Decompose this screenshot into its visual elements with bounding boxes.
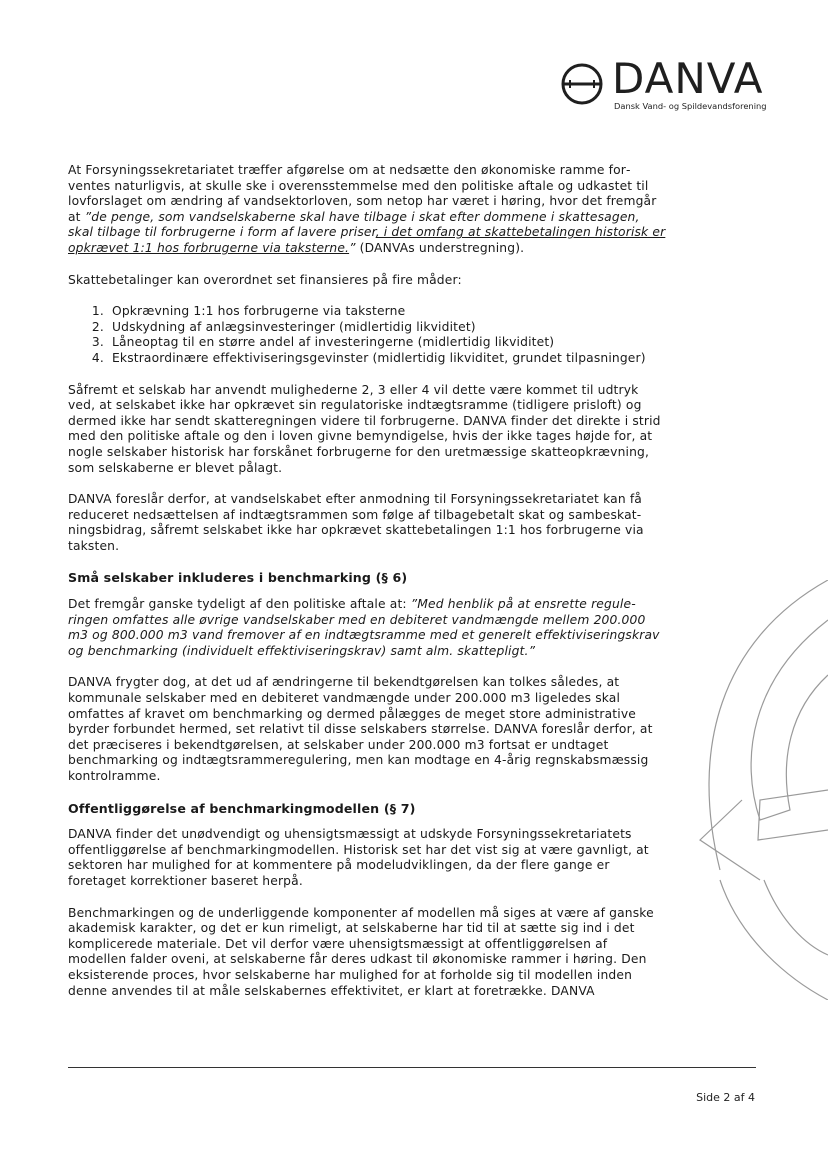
paragraph: Benchmarkingen og de underliggende komponenter af modellen må siges at være af ganske akademisk karakter, og det er kun rimeligt, at selskaberne har tid til at sætte sig ind i det komplicerede materiale. Det vil derfor være uhensigtsmæssigt at offentliggørelsen af modellen falder oveni, at selskaberne får deres udkast til økonomiske rammer i høring. Den eksisterende proces, hvor selskaberne har mulighed for at forholde sig til modellen inden denne anvendes til at måle selskabernes effektivitet, er klart at foretrække. DANVA bbox=[68, 905, 654, 998]
quote: ”de penge, som vandselskaberne skal have tilbage i skat efter dommene i skattesagen, skal tilbage til forbrugerne i form af lavere priser bbox=[68, 209, 640, 240]
paragraph: DANVA finder det unødvendigt og uhensigtsmæssigt at udskyde Forsyningssekretariatets offentliggørelse af benchmarkingmodellen. Historisk set har det vist sig at være gavnligt, at sektoren har mulighed for at kommentere på modeludviklingen, da der flere gange er foretaget korrektioner baseret herpå. bbox=[68, 827, 649, 888]
list-item: 4. Ekstraordinære effektiviseringsgevinster (midlertidig likviditet, grundet tilpasninger) bbox=[108, 351, 668, 367]
underlined-quote: , i det omfang at skattebetalingen historisk er opkrævet 1:1 hos forbrugerne via taksterne. bbox=[68, 225, 666, 255]
paragraph-finance-intro: Skattebetalinger kan overordnet set finansieres på fire måder: bbox=[68, 272, 462, 287]
list-item: 3. Låneoptag til en større andel af investeringerne (midlertidig likviditet) bbox=[108, 335, 668, 351]
footer-divider bbox=[68, 1067, 756, 1068]
logo-wordmark: DANVA bbox=[612, 54, 764, 103]
danva-logo bbox=[560, 54, 767, 114]
paragraph-intro: At Forsyningssekretariatet træffer afgørelse om at nedsætte den økonomiske ramme forventes naturligvis, at skulle ske i overensstemmelse med den politiske aftale og udkastet til lovforslaget om ændring af vandsektorloven, som netop har været i høring, hvor det fremgår at ”de penge, som vandselskaberne skal have tilbage i skat efter dommene i skattesagen, skal tilbage til forbrugerne i form af lavere priser, i det omfang at skattebetalingen historisk er opkrævet 1:1 hos forbrugerne via taksterne.” (DANVAs understregning). bbox=[68, 163, 666, 255]
paragraph: Såfremt et selskab har anvendt mulighederne 2, 3 eller 4 vil dette være kommet til udtryk ved, at selskabet ikke har opkrævet sin regulatoriske indtægtsramme (tidligere prisloft) og dermed ikke har sendt skatteregningen videre til forbrugerne. DANVA finder det direkte i strid med den politiske aftale og den i loven givne bemyndigelse, hvis der ikke tages højde for, at nogle selskaber historisk har forskånet forbrugerne for den uretmæssige skatteopkrævning, som selskaberne er blevet pålagt. bbox=[68, 382, 661, 475]
list-item: 2. Udskydning af anlægsinvesteringer (midlertidig likviditet) bbox=[108, 320, 668, 336]
list-item: 1. Opkrævning 1:1 hos forbrugerne via taksterne bbox=[108, 304, 668, 320]
danva-logo-mark-icon bbox=[560, 62, 604, 106]
document-body bbox=[68, 163, 668, 1015]
paragraph: DANVA frygter dog, at det ud af ændringerne til bekendtgørelsen kan tolkes således, at kommunale selskaber med en debiteret vandmængde under 200.000 m3 ligeledes skal omfattes af kravet om benchmarking og dermed pålægges de meget store administrative byrder forbundet hermed, set relativt til disse selskabers størrelse. DANVA foreslår derfor, at det præciseres i bekendtgørelsen, at selskaber under 200.000 m3 fortsat er undtaget benchmarking og indtægtsrammeregulering, men kan modtage en 4-årig regnskabsmæssig kontrolramme. bbox=[68, 675, 653, 783]
logo-subtitle: Dansk Vand- og Spildevandsforening bbox=[614, 101, 767, 111]
quote: ”Med henblik på at ensrette reguleringen omfattes alle øvrige vandselskaber med en debiteret vandmængde mellem 200.000 m3 og 800.000 m3 vand fremover af en indtægtsramme med et generelt effektiviseringskrav og benchmarking (individuelt effektiviseringskrav) samt alm. skattepligt.” bbox=[68, 597, 660, 658]
paragraph: DANVA foreslår derfor, at vandselskabet efter anmodning til Forsyningssekretariatet kan få reduceret nedsættelsen af indtægtsrammen som følge af tilbagebetalt skat og sambeskatningsbidrag, såfremt selskabet ikke har opkrævet skattebetalingen 1:1 hos forbrugerne via taksten. bbox=[68, 492, 644, 553]
section-heading: Offentliggørelse af benchmarkingmodellen (§ 7) bbox=[68, 800, 416, 816]
decorative-watermark-icon bbox=[680, 580, 828, 1000]
section-heading: Små selskaber inkluderes i benchmarking (§ 6) bbox=[68, 570, 408, 586]
page-number: Side 2 af 4 bbox=[696, 1091, 755, 1104]
financing-list bbox=[68, 304, 668, 366]
paragraph: Det fremgår ganske tydeligt af den politiske aftale at: ”Med henblik på at ensrette reguleringen omfattes alle øvrige vandselskaber med en debiteret vandmængde mellem 200.000 m3 og 800.000 m3 vand fremover af en indtægtsramme med et generelt effektiviseringskrav og benchmarking (individuelt effektiviseringskrav) samt alm. skattepligt.” bbox=[68, 597, 660, 658]
